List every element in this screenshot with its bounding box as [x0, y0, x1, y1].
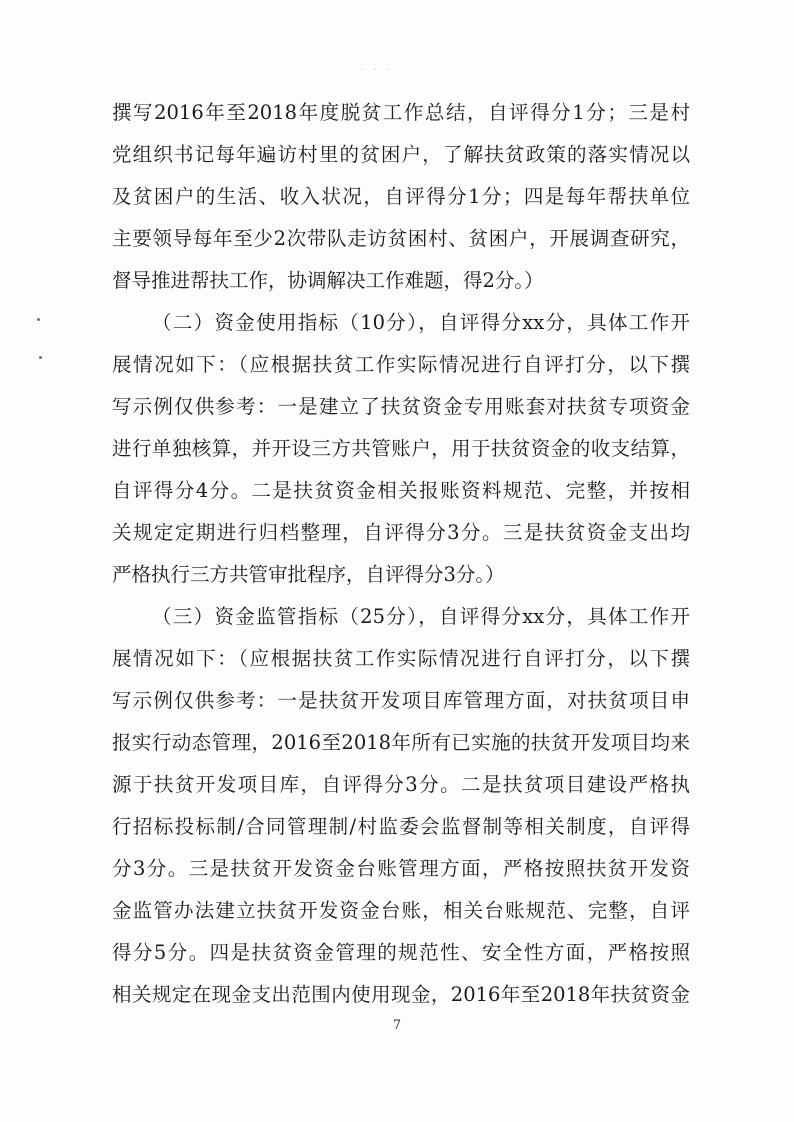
margin-speck	[37, 318, 40, 321]
body-text-line: 及贫困户的生活、收入状况，自评得分1分；四是每年帮扶单位	[112, 185, 690, 208]
body-text-line: 写示例仅供参考：一是扶贫开发项目库管理方面，对扶贫项目申	[112, 689, 690, 712]
body-text-line: 严格执行三方共管审批程序，自评得分3分。）	[112, 563, 505, 586]
page-number: 7	[392, 1018, 402, 1033]
body-text-line: 督导推进帮扶工作，协调解决工作难题，得2分。）	[112, 269, 544, 292]
body-text-line: 主要领导每年至少2次带队走访贫困村、贫困户，开展调查研究，	[112, 227, 690, 250]
margin-speck	[39, 356, 42, 359]
body-text-line: 关规定定期进行归档整理，自评得分3分。三是扶贫资金支出均	[112, 521, 690, 544]
body-text-line: 展情况如下：（应根据扶贫工作实际情况进行自评打分，以下撰	[112, 353, 690, 376]
faint-bleed-through-mark: · · ·	[360, 62, 393, 78]
body-text-line: 展情况如下：（应根据扶贫工作实际情况进行自评打分，以下撰	[112, 647, 690, 670]
body-text-line: 金监管办法建立扶贫开发资金台账，相关台账规范、完整，自评	[112, 899, 690, 922]
body-text-line: 行招标投标制/合同管理制/村监委会监督制等相关制度，自评得	[112, 815, 690, 838]
body-text-line: 撰写2016年至2018年度脱贫工作总结，自评得分1分；三是村	[112, 101, 690, 124]
body-text-line: 相关规定在现金支出范围内使用现金，2016年至2018年扶贫资金	[112, 983, 690, 1006]
body-text-line: 进行单独核算，并开设三方共管账户，用于扶贫资金的收支结算，	[112, 437, 690, 460]
body-text-line: 得分5分。四是扶贫资金管理的规范性、安全性方面，严格按照	[112, 941, 690, 964]
body-text-line: 报实行动态管理，2016至2018年所有已实施的扶贫开发项目均来	[112, 731, 690, 754]
body-text-line: 写示例仅供参考：一是建立了扶贫资金专用账套对扶贫专项资金	[112, 395, 690, 418]
body-text-line: 自评得分4分。二是扶贫资金相关报账资料规范、完整，并按相	[112, 479, 690, 502]
section-heading-line: （二）资金使用指标（10分），自评得分xx分，具体工作开	[152, 311, 690, 334]
body-text-line: 分3分。三是扶贫开发资金台账管理方面，严格按照扶贫开发资	[112, 857, 690, 880]
body-text-line: 党组织书记每年遍访村里的贫困户，了解扶贫政策的落实情况以	[112, 143, 690, 166]
body-text-line: 源于扶贫开发项目库，自评得分3分。二是扶贫项目建设严格执	[112, 773, 690, 796]
section-heading-line: （三）资金监管指标（25分），自评得分xx分，具体工作开	[152, 605, 690, 628]
